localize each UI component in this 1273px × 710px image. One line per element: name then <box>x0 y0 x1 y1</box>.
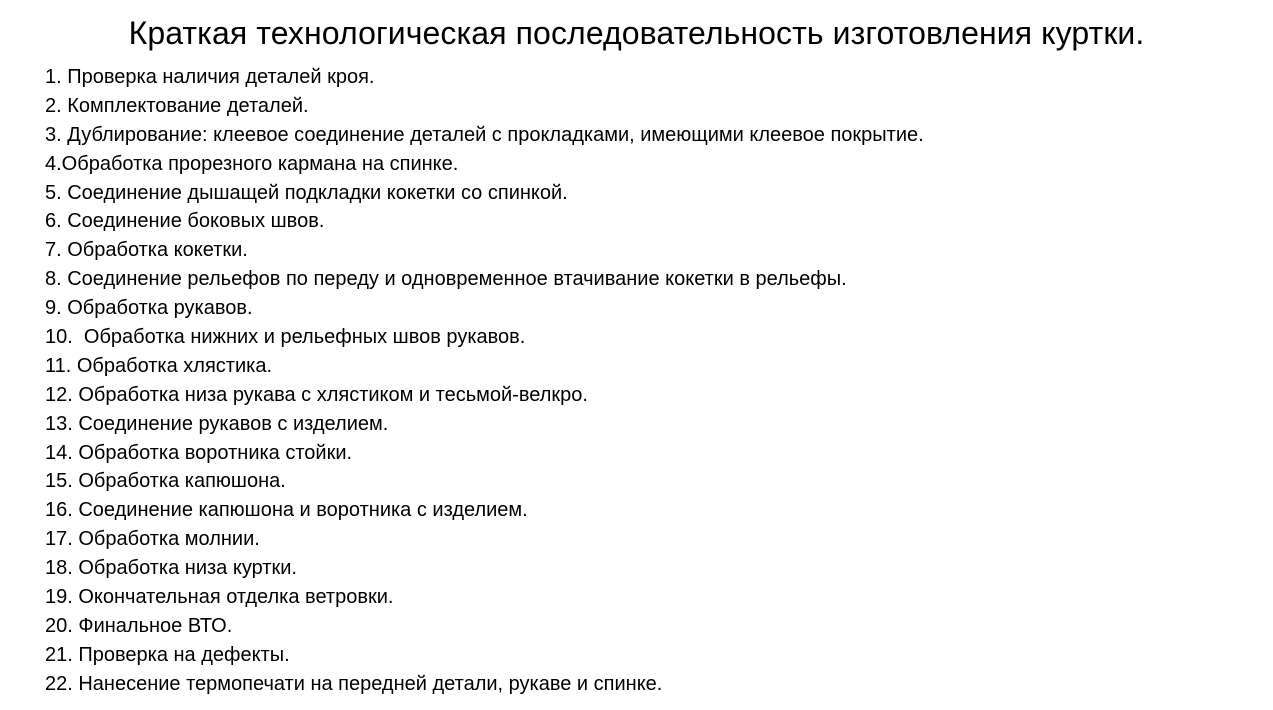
list-item: 7. Обработка кокетки. <box>45 239 248 262</box>
list-item: 3. Дублирование: клеевое соединение деталей с прокладками, имеющими клеевое покрытие. <box>45 123 924 146</box>
step-list <box>45 63 924 699</box>
list-item: 11. Обработка хлястика. <box>45 354 273 377</box>
list-item: 21. Проверка на дефекты. <box>45 643 290 666</box>
list-item: 8. Соединение рельефов по переду и одновременное втачивание кокетки в рельефы. <box>45 268 847 291</box>
list-item: 10. Обработка нижних и рельефных швов рукавов. <box>45 326 526 349</box>
list-item: 2. Комплектование деталей. <box>45 94 309 117</box>
list-item: 6. Соединение боковых швов. <box>45 210 325 233</box>
list-item: 1. Проверка наличия деталей кроя. <box>45 66 375 88</box>
list-item: 20. Финальное ВТО. <box>45 614 233 637</box>
list-item: 22. Нанесение термопечати на передней детали, рукаве и спинке. <box>45 672 663 695</box>
list-item: 12. Обработка низа рукава с хлястиком и тесьмой-велкро. <box>45 383 588 406</box>
list-item: 9. Обработка рукавов. <box>45 297 253 320</box>
list-item: 15. Обработка капюшона. <box>45 470 286 493</box>
list-item: 16. Соединение капюшона и воротника с изделием. <box>45 499 528 522</box>
list-item: 18. Обработка низа куртки. <box>45 557 297 580</box>
list-item: 14. Обработка воротника стойки. <box>45 441 353 464</box>
list-item: 5. Соединение дышащей подкладки кокетки со спинкой. <box>45 181 568 204</box>
list-item: 19. Окончательная отделка ветровки. <box>45 586 394 609</box>
list-item: 13. Соединение рукавов с изделием. <box>45 412 389 435</box>
list-item: 4.Обработка прорезного кармана на спинке. <box>45 152 459 175</box>
page-title: Краткая технологическая последовательность изготовления куртки. <box>128 15 1145 51</box>
list-item: 17. Обработка молнии. <box>45 528 260 551</box>
